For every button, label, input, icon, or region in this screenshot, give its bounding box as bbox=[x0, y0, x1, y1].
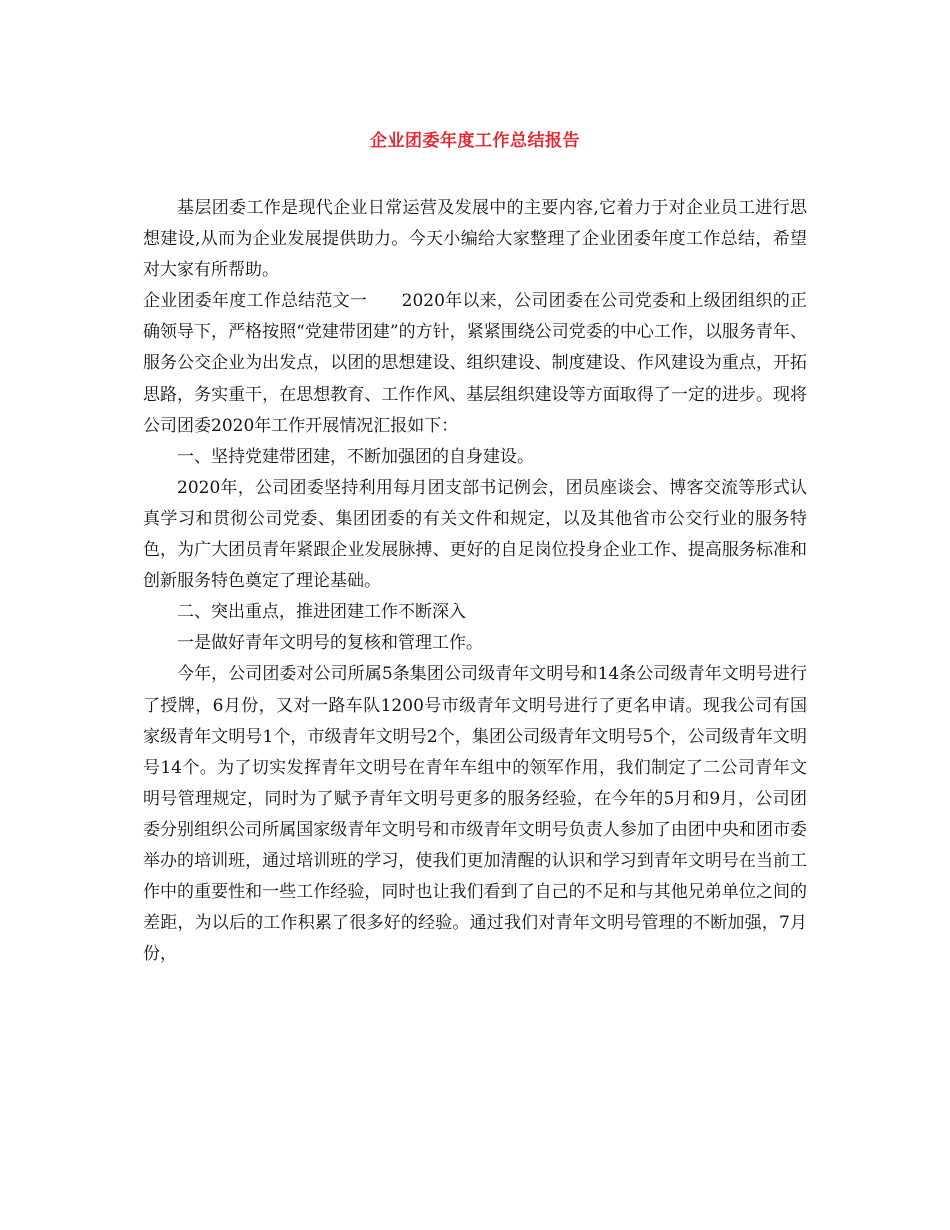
paragraph: 2020年，公司团委坚持利用每月团支部书记例会，团员座谈会、博客交流等形式认真学习和贯彻公司党委、集团团委的有关文件和规定，以及其他省市公交行业的服务特色，为广大团员青年紧跟企业发展脉搏、更好的自足岗位投身企业工作、提高服务标准和创新服务特色奠定了理论基础。 bbox=[143, 477, 807, 592]
section-heading: 一、坚持党建带团建，不断加强团的自身建设。 bbox=[177, 446, 534, 467]
paragraph: 企业团委年度工作总结范文一 2020年以来，公司团委在公司党委和上级团组织的正确领导下，严格按照“党建带团建”的方针，紧紧围绕公司党委的中心工作，以服务青年、服务公交企业为出发点，以团的思想建设、组织建设、制度建设、作风建设为重点，开拓思路，务实重干，在思想教育、工作作风、基层组织建设等方面取得了一定的进步。现将公司团委2020年工作开展情况汇报如下： bbox=[143, 291, 807, 436]
paragraph: 今年，公司团委对公司所属5条集团公司级青年文明号和14条公司级青年文明号进行了授牌，6月份，又对一路车队1200号市级青年文明号进行了更名申请。现我公司有国家级青年文明号1个，市级青年文明号2个，集团公司级青年文明号5个，公司级青年文明号14个。为了切实发挥青年文明号在青年车组中的领军作用，我们制定了二公司青年文明号管理规定，同时为了赋予青年文明号更多的服务经验，在今年的5月和9月，公司团委分别组织公司所属国家级青年文明号和市级青年文明号负责人参加了由团中央和团市委举办的培训班，通过培训班的学习，使我们更加清醒的认识和学习到青年文明号在当前工作中的重要性和一些工作经验，同时也让我们看到了自己的不足和与其他兄弟单位之间的差距，为以后的工作积累了很多好的经验。通过我们对青年文明号管理的不断加强，7月份， bbox=[143, 664, 807, 965]
section-heading: 二、突出重点，推进团建工作不断深入 bbox=[177, 602, 466, 623]
document-body bbox=[143, 193, 807, 970]
paragraph: 基层团委工作是现代企业日常运营及发展中的主要内容,它着力于对企业员工进行思想建设,从而为企业发展提供助力。今天小编给大家整理了企业团委年度工作总结，希望对大家有所帮助。 bbox=[143, 198, 807, 281]
document-title: 企业团委年度工作总结报告 bbox=[370, 131, 580, 151]
sub-heading: 一是做好青年文明号的复核和管理工作。 bbox=[177, 633, 483, 654]
